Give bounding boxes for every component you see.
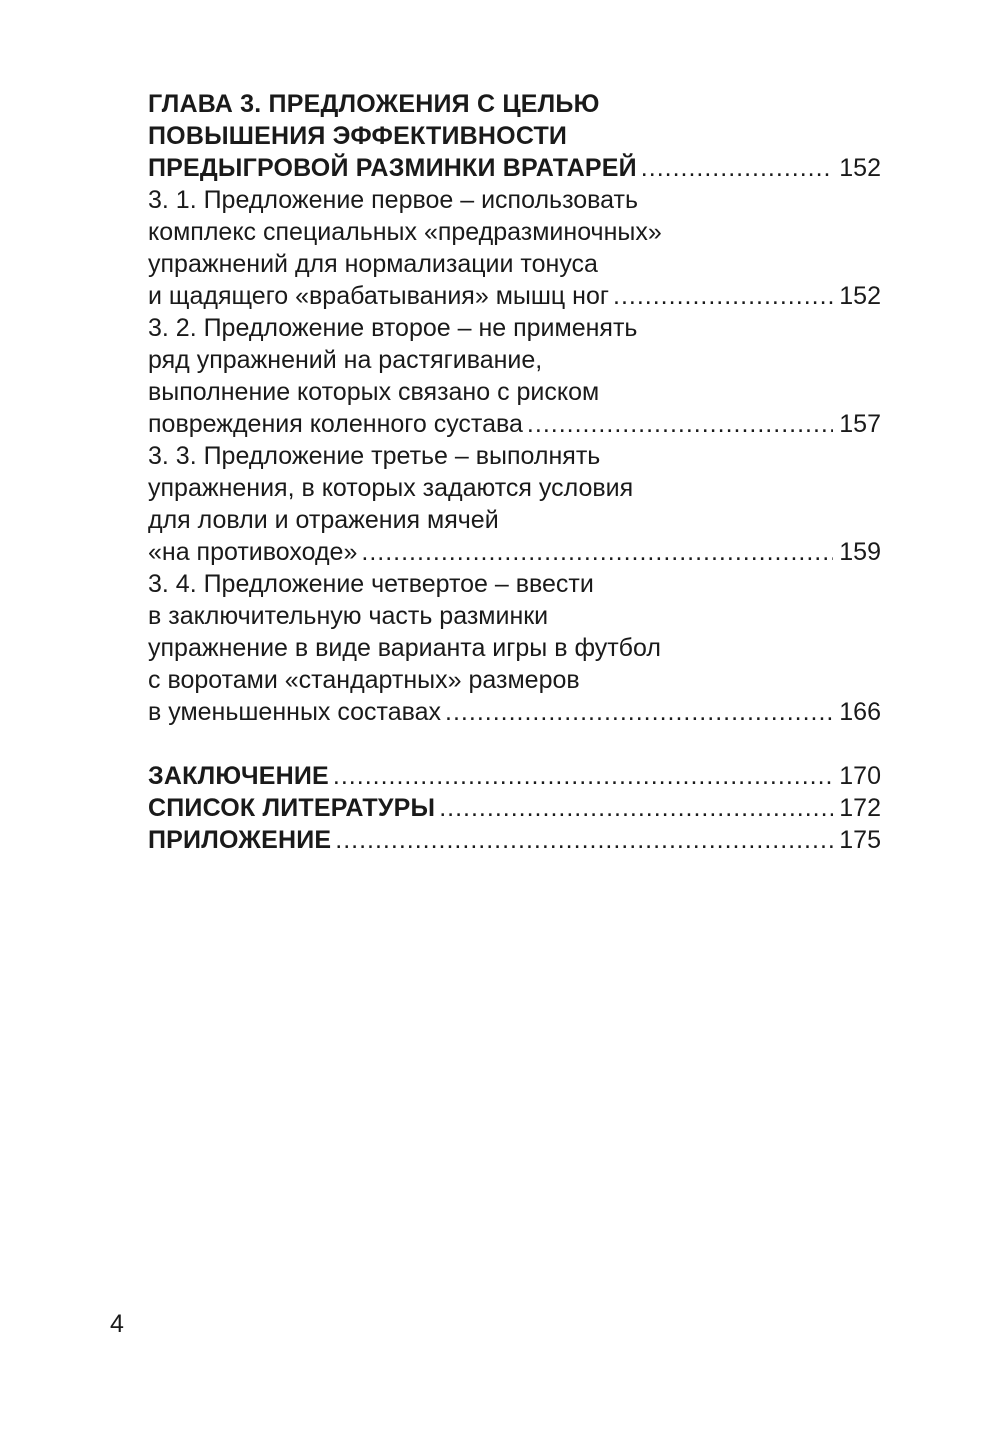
toc-entry-leader-line (148, 408, 881, 440)
toc-entry-leader-line (148, 696, 881, 728)
toc-entry-section-3-2 (148, 312, 881, 440)
toc-entry-title-line: ПРИЛОЖЕНИЕ (148, 826, 332, 854)
table-of-contents (148, 88, 881, 856)
toc-page-number: 175 (839, 826, 881, 854)
dot-leader (439, 792, 833, 824)
toc-entry-title-line: упражнение в виде варианта игры в футбол (148, 634, 661, 662)
toc-entry-leader-line (148, 152, 881, 184)
dot-leader (335, 824, 833, 856)
toc-entry-title-line: 3. 4. Предложение четвертое – ввести (148, 570, 594, 598)
toc-entry-conclusion (148, 760, 881, 792)
toc-entry-title-line: и щадящего «врабатывания» мышц ног (148, 282, 609, 310)
toc-entry-title-line: ряд упражнений на растягивание, (148, 346, 543, 374)
toc-entry-leader-line (148, 792, 881, 824)
toc-page-number: 159 (839, 538, 881, 566)
dot-leader (445, 696, 833, 728)
toc-entry-title-line: с воротами «стандартных» размеров (148, 666, 580, 694)
toc-entry-leader-line (148, 824, 881, 856)
toc-entry-title-line: в уменьшенных составах (148, 698, 442, 726)
spacer (148, 728, 881, 760)
toc-entry-title-line: в заключительную часть разминки (148, 602, 549, 630)
toc-entry-section-3-3 (148, 440, 881, 568)
toc-entry-appendix (148, 824, 881, 856)
toc-page-number: 172 (839, 794, 881, 822)
toc-entry-leader-line (148, 280, 881, 312)
page-folio: 4 (110, 1310, 124, 1338)
toc-entry-title-line: «на противоходе» (148, 538, 358, 566)
toc-entry-title-line: ПОВЫШЕНИЯ ЭФФЕКТИВНОСТИ (148, 122, 568, 150)
toc-entry-section-3-1 (148, 184, 881, 312)
toc-entry-title-line: СПИСОК ЛИТЕРАТУРЫ (148, 794, 436, 822)
toc-entry-title-line: комплекс специальных «предразминочных» (148, 218, 662, 246)
toc-entry-title-line: для ловли и отражения мячей (148, 506, 499, 534)
toc-entry-title-line: ЗАКЛЮЧЕНИЕ (148, 762, 329, 790)
toc-entry-title-line: выполнение которых связано с риском (148, 378, 600, 406)
toc-entry-title-line: упражнения, в которых задаются условия (148, 474, 634, 502)
toc-page-number: 152 (839, 282, 881, 310)
dot-leader (361, 536, 833, 568)
toc-page-number: 166 (839, 698, 881, 726)
dot-leader (333, 760, 833, 792)
dot-leader (613, 280, 833, 312)
toc-entry-title-line: повреждения коленного сустава (148, 410, 523, 438)
toc-entry-chapter-3 (148, 88, 881, 184)
toc-page-number: 170 (839, 762, 881, 790)
toc-entry-leader-line (148, 760, 881, 792)
toc-entry-leader-line (148, 536, 881, 568)
toc-entry-title-line: 3. 1. Предложение первое – использовать (148, 186, 638, 214)
toc-entry-references (148, 792, 881, 824)
toc-entry-title-line: 3. 3. Предложение третье – выполнять (148, 442, 601, 470)
toc-page-number: 157 (839, 410, 881, 438)
toc-entry-title-line: ПРЕДЫГРОВОЙ РАЗМИНКИ ВРАТАРЕЙ (148, 154, 637, 182)
dot-leader (527, 408, 833, 440)
toc-entry-section-3-4 (148, 568, 881, 728)
toc-entry-title-line: упражнений для нормализации тонуса (148, 250, 598, 278)
toc-entry-title-line: ГЛАВА 3. ПРЕДЛОЖЕНИЯ С ЦЕЛЬЮ (148, 90, 600, 118)
toc-entry-title-line: 3. 2. Предложение второе – не применять (148, 314, 638, 342)
dot-leader (641, 152, 833, 184)
toc-page-number: 152 (839, 154, 881, 182)
